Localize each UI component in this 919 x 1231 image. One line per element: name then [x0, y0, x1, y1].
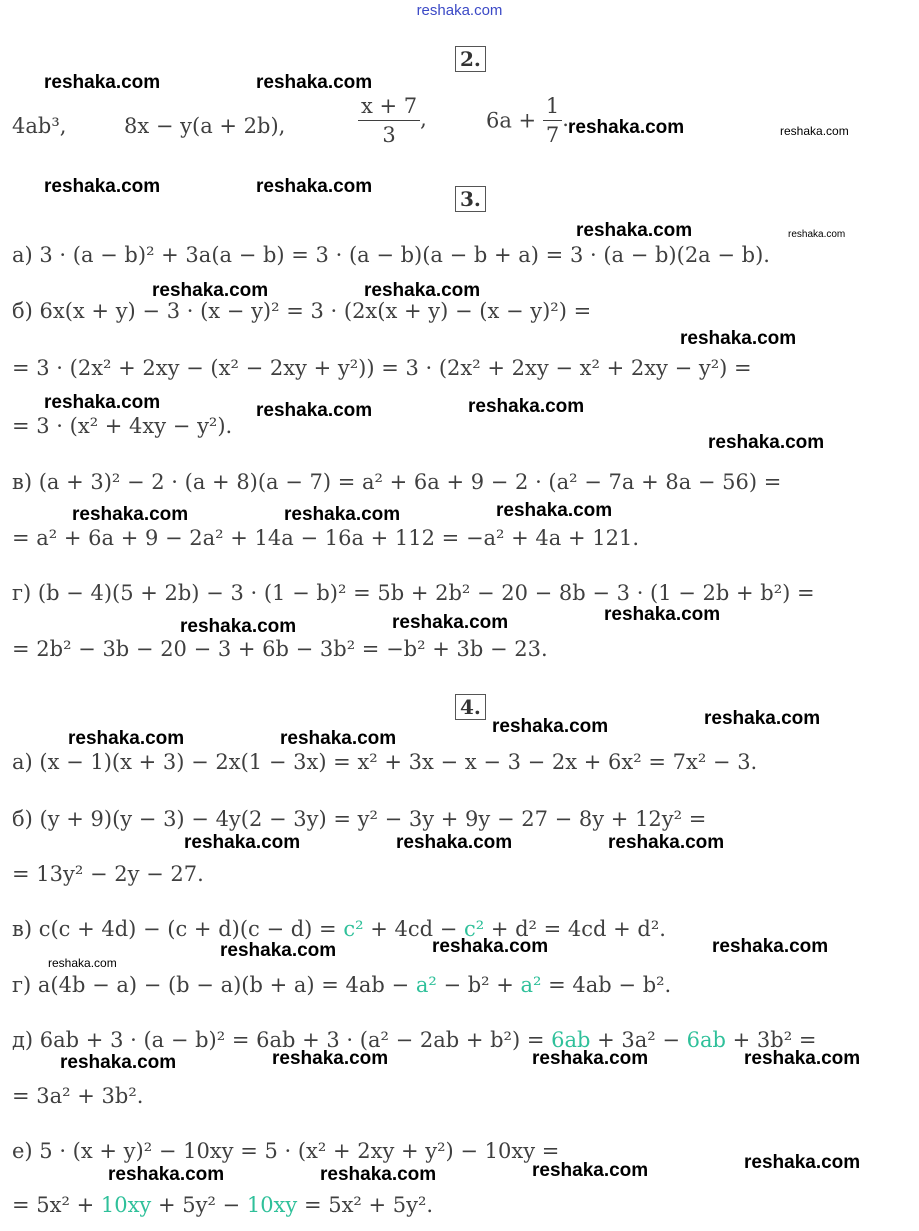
task3-line-v1: в) (a + 3)² − 2 · (a + 8)(a − 7) = a² + 6a + 9 − 2 · (a² − 7a + 8a − 56) = [12, 470, 782, 494]
watermark: reshaka.com [280, 728, 397, 749]
watermark: reshaka.com [744, 1048, 861, 1069]
task3-line-g1: г) (b − 4)(5 + 2b) − 3 · (1 − b)² = 5b + 2b² − 20 − 8b − 3 · (1 − 2b + b²) = [12, 581, 815, 605]
watermark: reshaka.com [44, 72, 161, 93]
task2-expr3-tail: , [420, 107, 427, 131]
watermark: reshaka.com [712, 936, 829, 957]
task4-line-e2 [12, 1193, 433, 1217]
watermark: reshaka.com [704, 708, 821, 729]
task4-line-e1: е) 5 · (x + y)² − 10xy = 5 · (x² + 2xy + y²) − 10xy = [12, 1139, 560, 1163]
watermark: reshaka.com [532, 1160, 649, 1181]
watermark: reshaka.com [496, 500, 613, 521]
task2-expr3 [358, 94, 427, 147]
watermark: reshaka.com [180, 616, 297, 637]
watermark: reshaka.com [284, 504, 401, 525]
watermark: reshaka.com [256, 72, 373, 93]
task4-v-highlight-1: c² [343, 917, 364, 941]
watermark: reshaka.com [44, 176, 161, 197]
watermark: reshaka.com [680, 328, 797, 349]
task3-line-b1: б) 6x(x + y) − 3 · (x − y)² = 3 · (2x(x + y) − (x − y)²) = [12, 299, 592, 323]
watermark: reshaka.com [256, 176, 373, 197]
watermark: reshaka.com [576, 220, 693, 241]
task4-e2-highlight-1: 10xy [100, 1193, 152, 1217]
watermark: reshaka.com [780, 124, 849, 138]
task4-d-highlight-1: 6ab [551, 1028, 591, 1052]
watermark: reshaka.com [256, 400, 373, 421]
watermark: reshaka.com [608, 832, 725, 853]
watermark: reshaka.com [432, 936, 549, 957]
task3-line-v2: = a² + 6a + 9 − 2a² + 14a − 16a + 112 = −a² + 4a + 121. [12, 526, 640, 550]
task4-line-v [12, 917, 666, 941]
watermark: reshaka.com [220, 940, 337, 961]
task4-d-mid: + 3a² − [590, 1028, 687, 1052]
watermark: reshaka.com [60, 1052, 177, 1073]
task2-expr4-denominator: 7 [545, 123, 560, 147]
task2-expr3-denominator: 3 [382, 123, 396, 147]
task4-d-head: д) 6ab + 3 · (a − b)² = 6ab + 3 · (a² − 2ab + b²) = [12, 1028, 552, 1052]
task3-line-a: а) 3 · (a − b)² + 3a(a − b) = 3 · (a − b)(a − b + a) = 3 · (a − b)(2a − b). [12, 243, 770, 267]
task3-line-b3: = 3 · (x² + 4xy − y²). [12, 414, 233, 438]
task4-v-mid: + 4cd − [363, 917, 464, 941]
watermark: reshaka.com [48, 956, 117, 970]
watermark: reshaka.com [44, 392, 161, 413]
task2-expr2: 8x − y(a + 2b), [124, 114, 286, 138]
task4-e2-tail: = 5x² + 5y². [297, 1193, 434, 1217]
task4-d-tail: + 3b² = [725, 1028, 817, 1052]
watermark: reshaka.com [68, 728, 185, 749]
task-number-3: 3. [455, 186, 486, 212]
task3-line-g2: = 2b² − 3b − 20 − 3 + 6b − 3b² = −b² + 3b − 23. [12, 637, 548, 661]
task4-line-b1: б) (y + 9)(y − 3) − 4y(2 − 3y) = y² − 3y + 9y − 27 − 8y + 12y² = [12, 807, 707, 831]
task4-line-d1 [12, 1028, 816, 1052]
task4-g-tail: = 4ab − b². [541, 973, 672, 997]
task2-expr4-numerator: 1 [543, 94, 562, 121]
task4-g-mid: − b² + [436, 973, 521, 997]
watermark: reshaka.com [364, 280, 481, 301]
task4-line-a: а) (x − 1)(x + 3) − 2x(1 − 3x) = x² + 3x − x − 3 − 2x + 6x² = 7x² − 3. [12, 750, 758, 774]
task4-g-highlight-2: a² [520, 973, 542, 997]
task2-expr3-numerator: x + 7 [358, 94, 420, 121]
task4-line-d2: = 3a² + 3b². [12, 1084, 144, 1108]
task4-d-highlight-2: 6ab [686, 1028, 726, 1052]
watermark: reshaka.com [392, 612, 509, 633]
task4-v-head: в) c(c + 4d) − (c + d)(c − d) = [12, 917, 344, 941]
task4-line-b2: = 13y² − 2y − 27. [12, 862, 204, 886]
watermark: reshaka.com [468, 396, 585, 417]
watermark: reshaka.com [72, 504, 189, 525]
task4-v-highlight-2: c² [463, 917, 485, 941]
task4-g-highlight-1: a² [415, 973, 437, 997]
watermark: reshaka.com [320, 1164, 437, 1185]
watermark: reshaka.com [108, 1164, 225, 1185]
watermark: reshaka.com [396, 832, 513, 853]
task3-line-b2: = 3 · (2x² + 2xy − (x² − 2xy + y²)) = 3 · (2x² + 2xy − x² + 2xy − y²) = [12, 356, 752, 380]
task2-expr4 [486, 94, 569, 147]
task4-v-tail: + d² = 4cd + d². [484, 917, 666, 941]
task-number-2: 2. [455, 46, 486, 72]
task2-expr4-tail: . [562, 107, 569, 131]
watermark: reshaka.com [532, 1048, 649, 1069]
task-number-4: 4. [455, 694, 486, 720]
watermark: reshaka.com [492, 716, 609, 737]
watermark: reshaka.com [604, 604, 721, 625]
watermark: reshaka.com [272, 1048, 389, 1069]
task4-e2-highlight-2: 10xy [246, 1193, 298, 1217]
watermark: reshaka.com [152, 280, 269, 301]
task2-expr4-head: 6a + [486, 108, 543, 133]
task4-g-head: г) a(4b − a) − (b − a)(b + a) = 4ab − [12, 973, 416, 997]
task4-e2-head: = 5x² + [12, 1193, 101, 1217]
watermark: reshaka.com [708, 432, 825, 453]
watermark: reshaka.com [788, 229, 846, 240]
task4-e2-mid: + 5y² − [151, 1193, 247, 1217]
watermark: reshaka.com [568, 117, 685, 138]
site-link[interactable]: reshaka.com [416, 2, 503, 19]
watermark: reshaka.com [744, 1152, 861, 1173]
watermark: reshaka.com [184, 832, 301, 853]
task2-expr1: 4ab³, [12, 114, 67, 138]
task4-line-g [12, 973, 671, 997]
